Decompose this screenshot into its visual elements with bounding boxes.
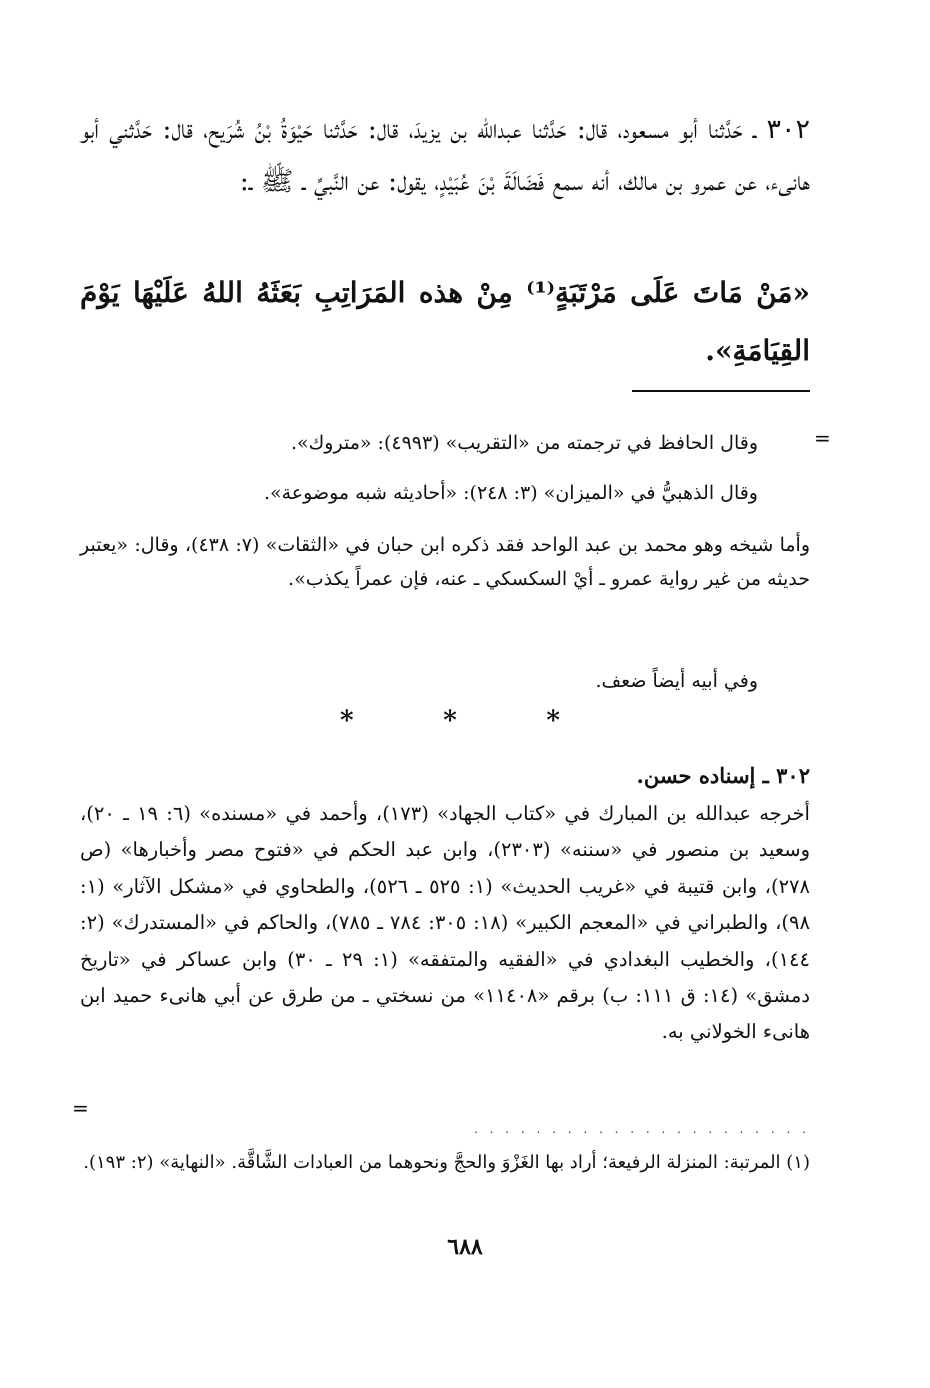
- section-stars: [340, 706, 560, 736]
- hadith-text: «مَنْ مَاتَ عَلَى مَرْتَبَةٍ⁽¹⁾ مِنْ هذه المَرَاتِبِ بَعَثَهُ اللهُ عَلَيْهَا يَوْمَ القِيَامَةِ».: [80, 276, 810, 367]
- footnote-1: (١) المرتبة: المنزلة الرفيعة؛ أراد بها الغَزْوَ والحجَّ ونحوهما من العبادات الشَّاقَّة. «النهاية» (٢: ١٩٣).: [83, 1152, 810, 1173]
- note-line-father: وفي أبيه أيضاً ضعف.: [595, 670, 758, 692]
- footnote-dotted-rule: . . . . . . . . . . . . . . . . . . . . . .: [473, 1122, 810, 1136]
- star-mark: *: [443, 706, 457, 736]
- takhrij-heading: ٣٠٢ ـ إسناده حسن.: [636, 763, 810, 788]
- takhrij-body: أخرجه عبدالله بن المبارك في «كتاب الجهاد» (١٧٣)، وأحمد في «مسنده» (٦: ١٩ ـ ٢٠)، وسعيد بن منصور في «سننه» (٢٣٠٣)، وابن عبد الحكم في «فتوح مصر وأخبارها» (ص ٢٧٨)، وابن قتيبة في «غريب الحديث» (١: ٥٢٥ ـ ٥٢٦)، والطحاوي في «مشكل الآثار» (١: ٩٨)، والطبراني في «المعجم الكبير» (١٨: ٣٠٥: ٧٨٤ ـ ٧٨٥)، والحاكم في «المستدرك» (٢: ١٤٤)، والخطيب البغدادي في «الفقيه والمتفقه» (١: ٢٩ ـ ٣٠) وابن عساكر في «تاريخ دمشق» (١٤: ق ١١١: ب) برقم «١١٤٠٨» من نسختي ـ من طرق عن أبي هانىء حميد ابن هانىء الخولاني به.: [80, 802, 811, 1044]
- note-line-mizan: وقال الذهبيُّ في «الميزان» (٣: ٢٤٨): «أحاديثه شبه موضوعة».: [263, 482, 758, 504]
- star-mark: *: [340, 706, 354, 736]
- page-number: ٦٨٨: [447, 1234, 483, 1260]
- footnote-separator-rule: [632, 390, 810, 392]
- takhrij-continuation-mark: =: [72, 1096, 89, 1120]
- note-line-thiqat: وأما شيخه وهو محمد بن عبد الواحد فقد ذكره ابن حبان في «الثقات» (٧: ٤٣٨)، وقال: «يعتبر حديثه من غير رواية عمرو ـ أيْ السكسكي ـ عنه، فإن عمراً يكذب».: [80, 534, 811, 590]
- note-line-taqrib: وقال الحافظ في ترجمته من «التقريب» (٤٩٩٣): «متروك».: [290, 432, 758, 454]
- star-mark: *: [546, 706, 560, 736]
- continuation-mark: =: [814, 426, 831, 450]
- hadith-chain: ٣٠٢ ـ حَدَّثنا أبو مسعود، قال: حَدَّثنا عبدالله بن يزيدَ، قال: حَدَّثنا حَيْوَةُ بْنُ شُرَيح، قال: حَدَّثني أبو هانىء، عن عمرو بن مالك، أنه سمع فَضَالَةَ بْنَ عُبَيْدٍ، يقول: عن النَّبيِّ ـ ﷺ ـ:: [80, 114, 810, 197]
